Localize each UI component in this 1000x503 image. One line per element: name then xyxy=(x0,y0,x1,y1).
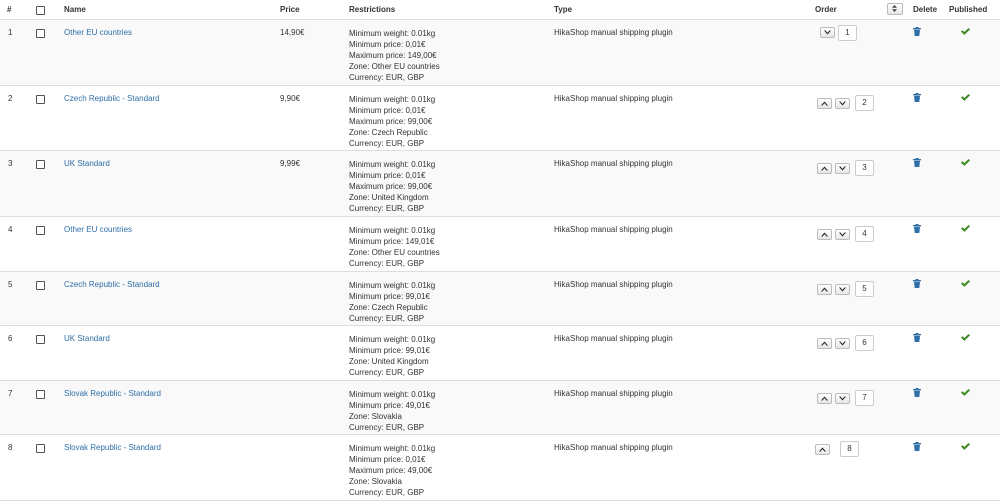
row-number: 2 xyxy=(8,94,13,103)
restriction-line: Minimum price: 0,01€ xyxy=(349,40,426,49)
restriction-line: Currency: EUR, GBP xyxy=(349,139,425,148)
order-input[interactable]: 1 xyxy=(838,25,857,41)
move-up-button[interactable] xyxy=(817,393,832,404)
restrictions-cell xyxy=(349,28,440,83)
header-published[interactable]: Published xyxy=(949,5,988,14)
header-restrictions: Restrictions xyxy=(349,5,396,14)
check-icon xyxy=(961,159,970,168)
row-checkbox[interactable] xyxy=(36,390,45,399)
header-type[interactable]: Type xyxy=(554,5,573,14)
trash-icon xyxy=(913,444,921,453)
shipping-name-link[interactable]: Other EU countries xyxy=(64,225,133,234)
order-input[interactable]: 3 xyxy=(855,160,874,176)
delete-button[interactable] xyxy=(913,158,921,169)
restriction-line: Zone: United Kingdom xyxy=(349,357,429,366)
restriction-line: Minimum weight: 0.01kg xyxy=(349,335,436,344)
trash-icon xyxy=(913,95,921,104)
shipping-type: HikaShop manual shipping plugin xyxy=(554,389,673,398)
trash-icon xyxy=(913,281,921,290)
restriction-line: Currency: EUR, GBP xyxy=(349,73,425,82)
table-row xyxy=(0,326,1000,381)
header-delete: Delete xyxy=(913,5,938,14)
restriction-line: Minimum weight: 0.01kg xyxy=(349,226,436,235)
restriction-line: Zone: Slovakia xyxy=(349,412,402,421)
restriction-line: Minimum price: 49,01€ xyxy=(349,401,430,410)
row-number: 7 xyxy=(8,389,13,398)
published-toggle[interactable] xyxy=(961,94,970,103)
shipping-name-link[interactable]: Czech Republic - Standard xyxy=(64,280,160,289)
delete-button[interactable] xyxy=(913,388,921,399)
trash-icon xyxy=(913,160,921,169)
restriction-line: Zone: Other EU countries xyxy=(349,248,440,257)
restriction-line: Maximum price: 99,00€ xyxy=(349,117,433,126)
shipping-type: HikaShop manual shipping plugin xyxy=(554,159,673,168)
move-down-button[interactable] xyxy=(820,27,835,38)
shipping-name-link[interactable]: Slovak Republic - Standard xyxy=(64,389,161,398)
order-input[interactable]: 5 xyxy=(855,281,874,297)
header-name[interactable]: Name xyxy=(64,5,86,14)
price-value: 9,99€ xyxy=(280,159,301,168)
check-icon xyxy=(961,389,970,398)
header-price[interactable]: Price xyxy=(280,5,300,14)
delete-button[interactable] xyxy=(913,27,921,38)
restrictions-cell xyxy=(349,280,435,324)
row-divider xyxy=(0,500,1000,501)
delete-button[interactable] xyxy=(913,442,921,453)
order-input[interactable]: 8 xyxy=(840,441,859,457)
restriction-line: Zone: United Kingdom xyxy=(349,193,429,202)
published-toggle[interactable] xyxy=(961,159,970,168)
restriction-line: Minimum price: 149,01€ xyxy=(349,237,435,246)
delete-button[interactable] xyxy=(913,279,921,290)
select-all-checkbox[interactable] xyxy=(36,6,45,15)
trash-icon xyxy=(913,29,921,38)
published-toggle[interactable] xyxy=(961,225,970,234)
shipping-type: HikaShop manual shipping plugin xyxy=(554,280,673,289)
trash-icon xyxy=(913,226,921,235)
restriction-line: Minimum weight: 0.01kg xyxy=(349,29,436,38)
row-number: 6 xyxy=(8,334,13,343)
price-value: 9,90€ xyxy=(280,94,301,103)
restrictions-cell xyxy=(349,443,435,498)
check-icon xyxy=(961,225,970,234)
trash-icon xyxy=(913,335,921,344)
move-down-button[interactable] xyxy=(835,98,850,109)
published-toggle[interactable] xyxy=(961,443,970,452)
restriction-line: Minimum weight: 0.01kg xyxy=(349,444,436,453)
restriction-line: Currency: EUR, GBP xyxy=(349,314,425,323)
table-row xyxy=(0,86,1000,151)
row-checkbox[interactable] xyxy=(36,226,45,235)
restriction-line: Minimum price: 99,01€ xyxy=(349,292,430,301)
check-icon xyxy=(961,28,970,37)
restrictions-cell xyxy=(349,389,435,433)
restrictions-cell xyxy=(349,94,435,149)
published-toggle[interactable] xyxy=(961,334,970,343)
table-row xyxy=(0,151,1000,217)
sort-icon xyxy=(892,5,897,12)
shipping-name-link[interactable]: Slovak Republic - Standard xyxy=(64,443,161,452)
check-icon xyxy=(961,334,970,343)
row-number: 8 xyxy=(8,443,13,452)
check-icon xyxy=(961,443,970,452)
restriction-line: Currency: EUR, GBP xyxy=(349,259,425,268)
shipping-type: HikaShop manual shipping plugin xyxy=(554,28,673,37)
row-checkbox[interactable] xyxy=(36,29,45,38)
shipping-type: HikaShop manual shipping plugin xyxy=(554,225,673,234)
move-down-button[interactable] xyxy=(835,229,850,240)
trash-icon xyxy=(913,390,921,399)
move-down-button[interactable] xyxy=(835,338,850,349)
published-toggle[interactable] xyxy=(961,28,970,37)
row-number: 5 xyxy=(8,280,13,289)
restrictions-cell xyxy=(349,159,435,214)
delete-button[interactable] xyxy=(913,224,921,235)
row-checkbox[interactable] xyxy=(36,95,45,104)
table-row xyxy=(0,217,1000,272)
table-row xyxy=(0,272,1000,326)
save-order-button[interactable] xyxy=(887,3,903,15)
shipping-name-link[interactable]: UK Standard xyxy=(64,334,110,343)
shipping-name-link[interactable]: Other EU countries xyxy=(64,28,133,37)
table-header xyxy=(0,0,1000,20)
row-checkbox[interactable] xyxy=(36,335,45,344)
check-icon xyxy=(961,94,970,103)
restriction-line: Currency: EUR, GBP xyxy=(349,204,425,213)
row-number: 1 xyxy=(8,28,13,37)
shipping-name-link[interactable]: UK Standard xyxy=(64,159,110,168)
move-down-button[interactable] xyxy=(835,393,850,404)
table-row xyxy=(0,435,1000,501)
row-number: 4 xyxy=(8,225,13,234)
restriction-line: Minimum price: 0,01€ xyxy=(349,455,426,464)
header-number: # xyxy=(7,5,12,14)
restriction-line: Maximum price: 99,00€ xyxy=(349,182,433,191)
move-up-button[interactable] xyxy=(817,163,832,174)
price-value: 14,90€ xyxy=(280,28,305,37)
row-number: 3 xyxy=(8,159,13,168)
row-checkbox[interactable] xyxy=(36,281,45,290)
shipping-name-link[interactable]: Czech Republic - Standard xyxy=(64,94,160,103)
restriction-line: Minimum price: 0,01€ xyxy=(349,106,426,115)
check-icon xyxy=(961,280,970,289)
restriction-line: Minimum weight: 0.01kg xyxy=(349,160,436,169)
published-toggle[interactable] xyxy=(961,280,970,289)
shipping-type: HikaShop manual shipping plugin xyxy=(554,443,673,452)
restriction-line: Zone: Other EU countries xyxy=(349,62,440,71)
shipping-type: HikaShop manual shipping plugin xyxy=(554,334,673,343)
restriction-line: Minimum weight: 0.01kg xyxy=(349,95,436,104)
order-input[interactable]: 4 xyxy=(855,226,874,242)
restrictions-cell xyxy=(349,225,440,269)
restriction-line: Currency: EUR, GBP xyxy=(349,368,425,377)
order-input[interactable]: 7 xyxy=(855,390,874,406)
move-up-button[interactable] xyxy=(817,284,832,295)
table-row xyxy=(0,20,1000,86)
restriction-line: Minimum price: 0,01€ xyxy=(349,171,426,180)
row-checkbox[interactable] xyxy=(36,444,45,453)
restrictions-cell xyxy=(349,334,435,378)
move-down-button[interactable] xyxy=(835,163,850,174)
move-down-button[interactable] xyxy=(835,284,850,295)
restriction-line: Minimum weight: 0.01kg xyxy=(349,390,436,399)
header-order[interactable]: Order xyxy=(815,5,837,14)
delete-button[interactable] xyxy=(913,333,921,344)
move-up-button[interactable] xyxy=(817,229,832,240)
restriction-line: Currency: EUR, GBP xyxy=(349,423,425,432)
move-up-button[interactable] xyxy=(817,98,832,109)
delete-button[interactable] xyxy=(913,93,921,104)
published-toggle[interactable] xyxy=(961,389,970,398)
move-up-button[interactable] xyxy=(815,444,830,455)
table-row xyxy=(0,381,1000,435)
order-input[interactable]: 6 xyxy=(855,335,874,351)
restriction-line: Zone: Czech Republic xyxy=(349,128,428,137)
restriction-line: Minimum price: 99,01€ xyxy=(349,346,430,355)
restriction-line: Zone: Czech Republic xyxy=(349,303,428,312)
shipping-type: HikaShop manual shipping plugin xyxy=(554,94,673,103)
order-input[interactable]: 2 xyxy=(855,95,874,111)
move-up-button[interactable] xyxy=(817,338,832,349)
restriction-line: Maximum price: 149,00€ xyxy=(349,51,437,60)
restriction-line: Currency: EUR, GBP xyxy=(349,488,425,497)
restriction-line: Zone: Slovakia xyxy=(349,477,402,486)
restriction-line: Minimum weight: 0.01kg xyxy=(349,281,436,290)
row-checkbox[interactable] xyxy=(36,160,45,169)
restriction-line: Maximum price: 49,00€ xyxy=(349,466,433,475)
